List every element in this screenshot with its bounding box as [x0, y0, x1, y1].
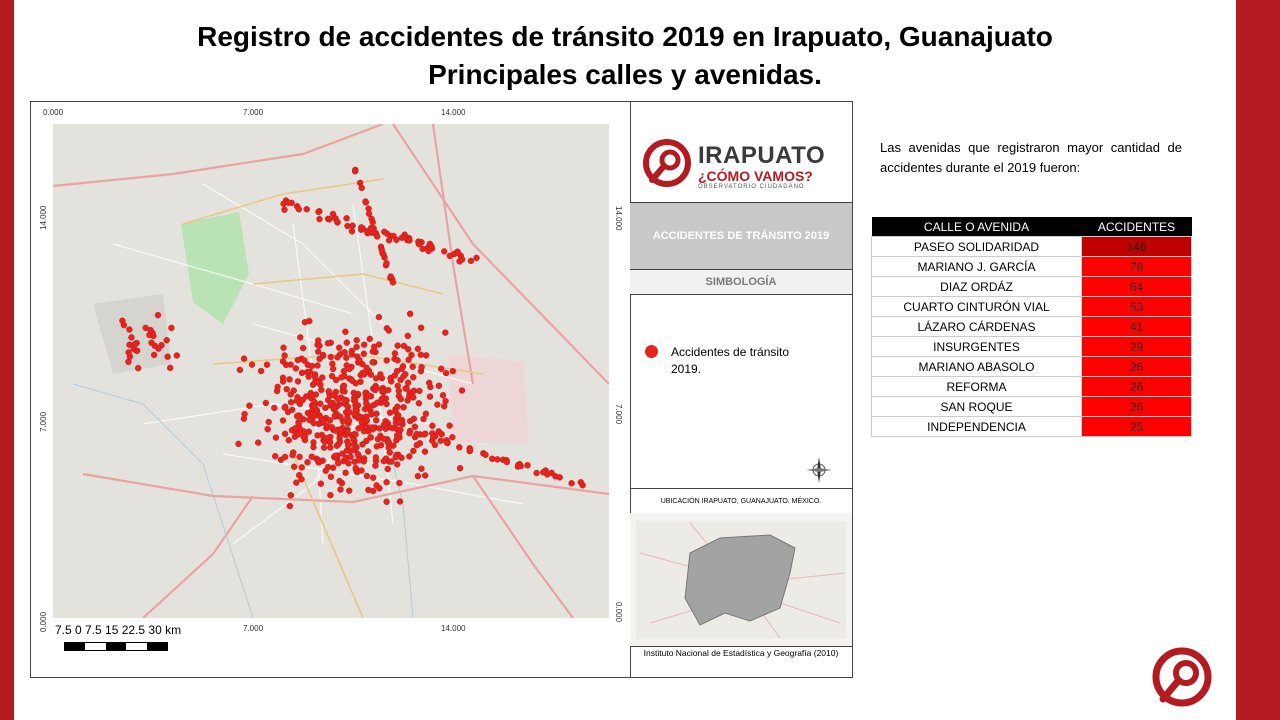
- coord-right-1: 7.000: [614, 404, 623, 425]
- coord-right-2: 0.000: [614, 602, 623, 623]
- table-row: [872, 257, 1192, 277]
- page-title: [0, 18, 1250, 94]
- legend-panel: [630, 102, 852, 677]
- right-red-band: [1236, 0, 1280, 720]
- accident-count: 26: [1082, 397, 1192, 417]
- coord-bottom-0: 7.000: [243, 624, 264, 633]
- street-name: INSURGENTES: [872, 337, 1082, 357]
- accident-count: 78: [1082, 257, 1192, 277]
- street-name: REFORMA: [872, 377, 1082, 397]
- street-name: MARIANO ABASOLO: [872, 357, 1082, 377]
- industrial-area: [448, 354, 529, 444]
- table-row: [872, 337, 1192, 357]
- accident-count: 26: [1082, 377, 1192, 397]
- accidents-table: [871, 217, 1192, 437]
- table-row: [872, 317, 1192, 337]
- column-header-street: CALLE O AVENIDA: [872, 217, 1082, 237]
- intro-text: Las avenidas que registraron mayor cantidad de accidentes durante el 2019 fueron:: [880, 140, 1182, 175]
- logo-slogan: ¿CÓMO VAMOS?: [698, 168, 813, 184]
- left-red-band: [0, 0, 14, 720]
- map-layout-frame: [30, 101, 853, 678]
- accident-count: 53: [1082, 297, 1192, 317]
- location-inset-map: [630, 513, 852, 647]
- column-header-accidents: ACCIDENTES: [1082, 217, 1192, 237]
- coord-top-2: 14.000: [441, 108, 466, 117]
- table-row: [872, 417, 1192, 437]
- coord-left-0: 14.000: [39, 205, 48, 230]
- legend-title: SIMBOLOGÍA: [630, 270, 852, 295]
- table-row: [872, 377, 1192, 397]
- street-name: SAN ROQUE: [872, 397, 1082, 417]
- accident-count: 146: [1082, 237, 1192, 257]
- accident-count: 26: [1082, 357, 1192, 377]
- title-line-2: Principales calles y avenidas.: [428, 59, 822, 90]
- table-row: [872, 357, 1192, 377]
- source-citation: Instituto Nacional de Estadística y Geografía (2010): [643, 648, 839, 658]
- accident-count: 25: [1082, 417, 1192, 437]
- scale-label: 7.5 0 7.5 15 22.5 30 km: [55, 623, 182, 637]
- street-name: CUARTO CINTURÓN VIAL: [872, 297, 1082, 317]
- coord-left-1: 7.000: [39, 411, 48, 432]
- city-map: [53, 124, 609, 618]
- table-row: [872, 297, 1192, 317]
- title-line-1: Registro de accidentes de tránsito 2019 en Irapuato, Guanajuato: [197, 21, 1053, 52]
- street-name: PASEO SOLIDARIDAD: [872, 237, 1082, 257]
- street-name: INDEPENDENCIA: [872, 417, 1082, 437]
- coord-left-2: 0.000: [39, 611, 48, 632]
- map-area[interactable]: [31, 102, 631, 677]
- accident-count: 29: [1082, 337, 1192, 357]
- organization-logo: [630, 102, 852, 203]
- table-row: [872, 397, 1192, 417]
- corner-logo-icon: [1145, 645, 1219, 709]
- logo-subtitle: OBSERVATORIO CIUDADANO: [698, 184, 805, 190]
- scale-bar: [64, 642, 168, 651]
- irapuato-logo-icon: [642, 138, 692, 188]
- north-arrow-icon: [806, 457, 832, 483]
- accident-dot-icon: [645, 345, 658, 358]
- street-name: MARIANO J. GARCÍA: [872, 257, 1082, 277]
- logo-name: IRAPUATO: [698, 142, 826, 169]
- location-title: UBICACIÓN IRAPUATO, GUANAJUATO. MÉXICO.: [630, 488, 852, 514]
- coord-right-0: 14.000: [614, 206, 623, 231]
- coord-bottom-1: 14.000: [441, 624, 466, 633]
- layer-title: ACCIDENTES DE TRÁNSITO 2019: [630, 203, 852, 270]
- table-row: [872, 237, 1192, 257]
- accident-count: 41: [1082, 317, 1192, 337]
- coord-top-0: 0.000: [43, 108, 64, 117]
- table-row: [872, 277, 1192, 297]
- coord-top-1: 7.000: [243, 108, 264, 117]
- legend-item-label: Accidentes de tránsito 2019.: [671, 345, 790, 376]
- street-name: DIAZ ORDÁZ: [872, 277, 1082, 297]
- accident-count: 64: [1082, 277, 1192, 297]
- street-name: LÁZARO CÁRDENAS: [872, 317, 1082, 337]
